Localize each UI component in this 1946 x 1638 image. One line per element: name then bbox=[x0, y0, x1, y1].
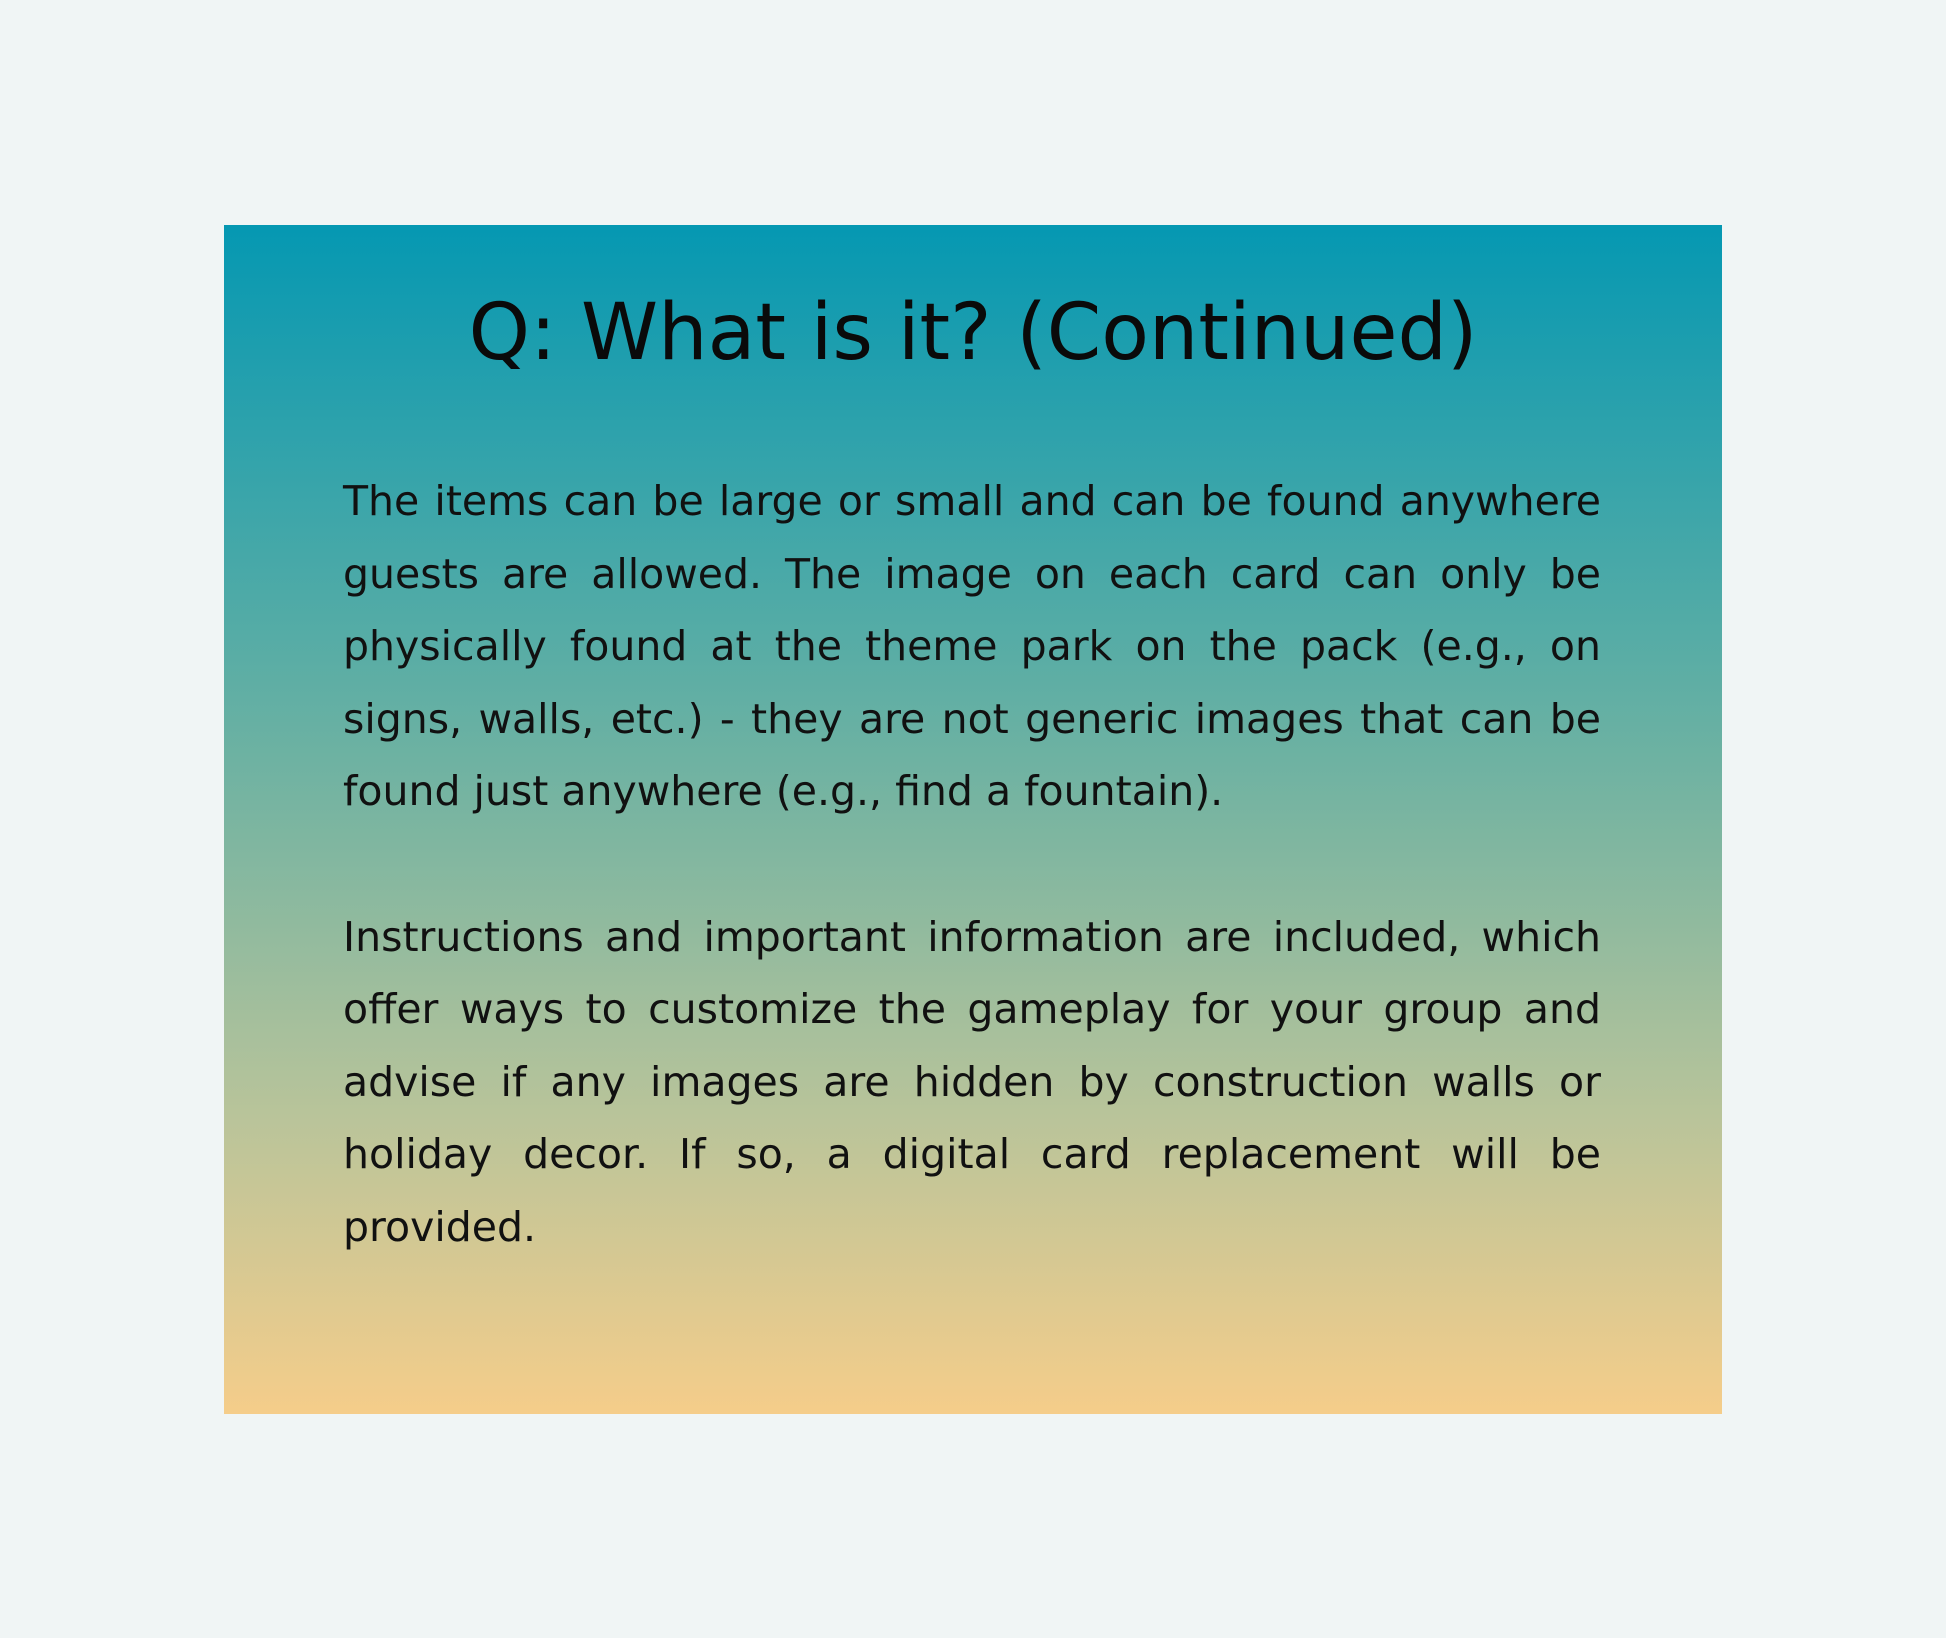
paragraph-items-description: The items can be large or small and can be found anywhere guests are allowed. The image on each card can only be physically found at the theme park on the pack (e.g., on signs, walls, etc.) - they are not generic images that can be found just anywhere (e.g., find a fountain). bbox=[343, 477, 1601, 816]
card-title: Q: What is it? (Continued) bbox=[468, 288, 1478, 378]
paragraph-instructions: Instructions and important information are included, which offer ways to customize the gameplay for your group and advise if any images are hidden by construction walls or holiday decor. If so, a digital card replacement will be provided. bbox=[343, 912, 1601, 1251]
card-body bbox=[343, 465, 1601, 1264]
info-card bbox=[224, 225, 1722, 1414]
